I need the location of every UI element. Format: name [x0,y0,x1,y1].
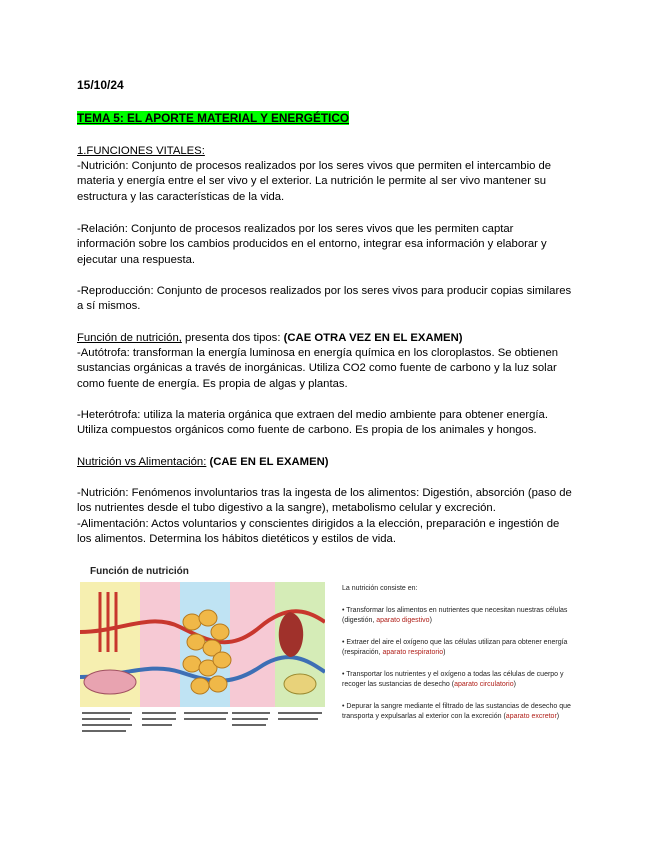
legend-text: • Depurar la sangre mediante el filtrado de las sustancias de desecho que transporta y expulsarlas al exterior con la excreción ( [342,703,571,720]
nutrition-diagram [80,582,325,762]
legend-end: ) [556,713,560,720]
document-date: 15/10/24 [77,78,124,92]
title-highlight: TEMA 5: EL APORTE MATERIAL Y ENERGÉTICO [77,111,350,125]
band-transport-left [140,582,180,707]
legend-item-circulation [342,670,580,690]
legend-system: aparato respiratorio [382,649,444,656]
legend-intro: La nutrición consiste en: [342,585,418,592]
exam-note: (CAE OTRA VEZ EN EL EXAMEN) [283,332,463,344]
paragraph-nutricion-definicion: -Nutrición: Fenómenos involuntarios tras la ingesta de los alimentos: Digestión, absorción (paso de los nutrientes desde el tubo digestivo a la sangre), metabolismo celular y excreción. [77,487,572,515]
legend-system: aparato excretor [505,713,557,720]
legend-end: ) [443,649,446,656]
legend-text: • Transformar los alimentos en nutrientes que necesitan nuestras células (digestión, [342,607,568,624]
legend-end: ) [513,681,516,688]
paragraph-alimentacion-definicion: -Alimentación: Actos voluntarios y conscientes dirigidos a la elección, preparación e ingestión de los alimentos. Determina los hábitos dietéticos y estilos de vida. [77,518,560,546]
intestine-icon [84,670,136,694]
legend-system: aparato digestivo [376,617,430,624]
section-heading-rest: presenta dos tipos: [181,332,284,344]
legend-end: ) [429,617,432,624]
band-transport-right [230,582,275,707]
paragraph-heterotrofa: -Heterótrofa: utiliza la materia orgánica que extraen del medio ambiente para obtener energía. Utiliza compuestos orgánicos como fuente de carbono. Es propia de los animales y hongos. [77,409,548,437]
section-heading-funcion-nutricion [77,331,572,346]
section-heading-nutricion-vs-alimentacion [77,455,572,470]
paragraph-autotrofa: -Autótrofa: transforman la energía luminosa en energía química en los cloroplastos. Se obtienen sustancias orgánicas a través de inorgánicas. Utiliza CO2 como fuente de carbono y la luz solar como fuente de energía. Es propia de algas y plantas. [77,347,559,390]
caption-area [80,707,325,762]
paragraph-relacion: -Relación: Conjunto de procesos realizados por los seres vivos que les permiten captar información sobre los cambios producidos en el entorno, integrar esa información y elaborar y ejecutar una respuesta. [77,223,547,266]
figure-legend [342,584,580,734]
paragraph-reproduccion: -Reproducción: Conjunto de procesos realizados por los seres vivos para producir copias similares a sí mismos. [77,285,572,313]
legend-item-digestion [342,606,580,626]
legend-item-respiration [342,638,580,658]
bladder-icon [284,674,316,694]
paragraph-nutricion: -Nutrición: Conjunto de procesos realizados por los seres vivos que permiten el intercambio de materia y energía entre el ser vivo y el exterior. La nutrición le permite al ser vivo mantener su estructura y las características de la vida. [77,160,552,203]
legend-text: • Transportar los nutrientes y el oxígeno a todas las células de cuerpo y recoger las sustancias de desecho ( [342,671,564,688]
document-title [77,111,572,126]
legend-text: • Extraer del aire el oxígeno que las células utilizan para obtener energía (respiración, [342,639,568,656]
section-heading-text: Función de nutrición, [77,332,182,344]
section-heading-text: Nutrición vs Alimentación: [77,456,207,468]
exam-note: (CAE EN EL EXAMEN) [206,456,329,468]
legend-item-excretion [342,702,580,722]
section-heading-text: 1.FUNCIONES VITALES: [77,145,205,157]
section-heading-funciones-vitales [77,144,572,159]
legend-system: aparato circulatorio [454,681,514,688]
nutrition-figure [80,562,580,762]
figure-title: Función de nutrición [90,566,189,577]
